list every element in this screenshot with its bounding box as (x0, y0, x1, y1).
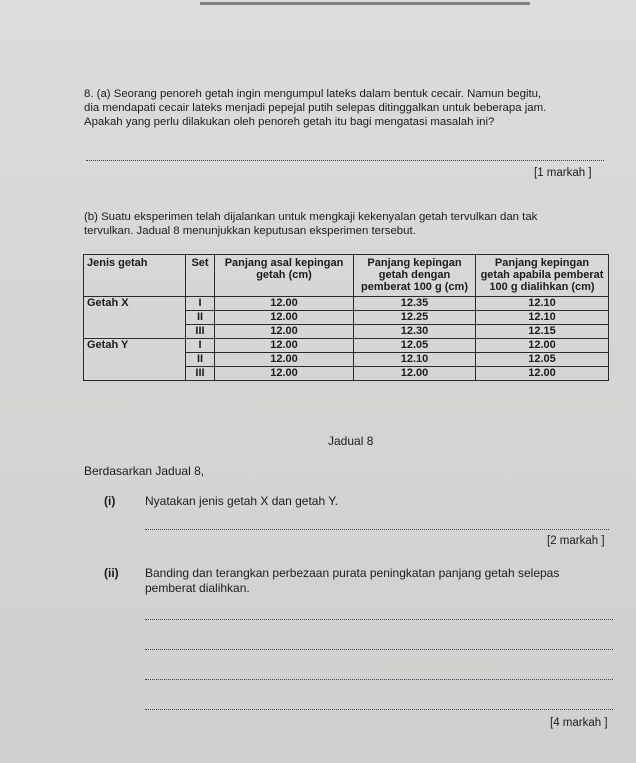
part-ii-question (145, 566, 605, 596)
answer-line-ii-2[interactable] (145, 649, 613, 650)
table-row (84, 339, 609, 353)
table-row (84, 325, 609, 339)
set-cell: II (186, 311, 215, 325)
original-length-cell: 12.00 (215, 353, 354, 367)
answer-line-ii-3[interactable] (145, 679, 613, 680)
table-row (84, 311, 609, 325)
question-8a-line-2: dia mendapati cecair lateks menjadi pepejal putih selepas ditinggalkan untuk beberapa jam. (84, 102, 547, 114)
group-label (84, 325, 186, 339)
question-8b-line-2: tervulkan. Jadual 8 menunjukkan keputusan eksperimen tersebut. (84, 225, 416, 237)
part-i-number: (i) (104, 494, 116, 508)
loaded-length-cell: 12.30 (354, 325, 476, 339)
set-cell: I (186, 339, 215, 353)
original-length-cell: 12.00 (215, 325, 354, 339)
table-row (84, 353, 609, 367)
question-8a-line-3: Apakah yang perlu dilakukan oleh penoreh getah itu bagi mengatasi masalah ini? (84, 116, 495, 128)
answer-line-8a[interactable] (86, 160, 604, 161)
group-label (84, 311, 186, 325)
set-cell: III (186, 367, 215, 381)
question-8b (84, 210, 614, 238)
header-set: Set (186, 255, 215, 297)
group-label: Getah Y (84, 339, 186, 353)
loaded-length-cell: 12.35 (354, 297, 476, 311)
set-cell: II (186, 353, 215, 367)
part-ii-number: (ii) (104, 566, 119, 580)
original-length-cell: 12.00 (215, 297, 354, 311)
question-8b-line-1: (b) Suatu eksperimen telah dijalankan untuk mengkaji kekenyalan getah tervulkan dan tak (84, 211, 538, 223)
question-8a-line-1: 8. (a) Seorang penoreh getah ingin mengumpul lateks dalam bentuk cecair. Namun begitu, (84, 88, 542, 100)
unloaded-length-cell: 12.00 (476, 367, 609, 381)
unloaded-length-cell: 12.10 (476, 311, 609, 325)
group-label (84, 353, 186, 367)
table-header-row (84, 255, 609, 297)
question-8a (84, 87, 614, 129)
unloaded-length-cell: 12.15 (476, 325, 609, 339)
loaded-length-cell: 12.00 (354, 367, 476, 381)
header-panjang-asal: Panjang asal kepingan getah (cm) (215, 255, 354, 297)
answer-line-ii-1[interactable] (145, 619, 613, 620)
mark-i: [2 markah ] (547, 535, 605, 547)
results-table (83, 254, 609, 381)
header-panjang-dialihkan: Panjang kepingan getah apabila pemberat 100 g dialihkan (cm) (476, 255, 609, 297)
instruction: Berdasarkan Jadual 8, (84, 464, 205, 478)
table-row (84, 297, 609, 311)
part-ii-line-1: Banding dan terangkan perbezaan purata peningkatan panjang getah selepas (145, 566, 560, 580)
part-i-question: Nyatakan jenis getah X dan getah Y. (145, 494, 339, 508)
answer-line-i[interactable] (145, 529, 609, 530)
loaded-length-cell: 12.25 (354, 311, 476, 325)
mark-ii: [4 markah ] (550, 717, 608, 729)
unloaded-length-cell: 12.10 (476, 297, 609, 311)
header-panjang-dengan-pemberat: Panjang kepingan getah dengan pemberat 100 g (cm) (354, 255, 476, 297)
loaded-length-cell: 12.10 (354, 353, 476, 367)
original-length-cell: 12.00 (215, 311, 354, 325)
header-jenis-getah: Jenis getah (84, 255, 186, 297)
mark-8a: [1 markah ] (534, 167, 592, 179)
answer-line-ii-4[interactable] (145, 709, 613, 710)
original-length-cell: 12.00 (215, 367, 354, 381)
table-row (84, 367, 609, 381)
unloaded-length-cell: 12.00 (476, 339, 609, 353)
set-cell: III (186, 325, 215, 339)
unloaded-length-cell: 12.05 (476, 353, 609, 367)
group-label: Getah X (84, 297, 186, 311)
set-cell: I (186, 297, 215, 311)
scan-top-edge (200, 2, 530, 5)
loaded-length-cell: 12.05 (354, 339, 476, 353)
part-ii-line-2: pemberat dialihkan. (145, 581, 250, 595)
group-label (84, 367, 186, 381)
table-caption: Jadual 8 (328, 434, 374, 448)
original-length-cell: 12.00 (215, 339, 354, 353)
